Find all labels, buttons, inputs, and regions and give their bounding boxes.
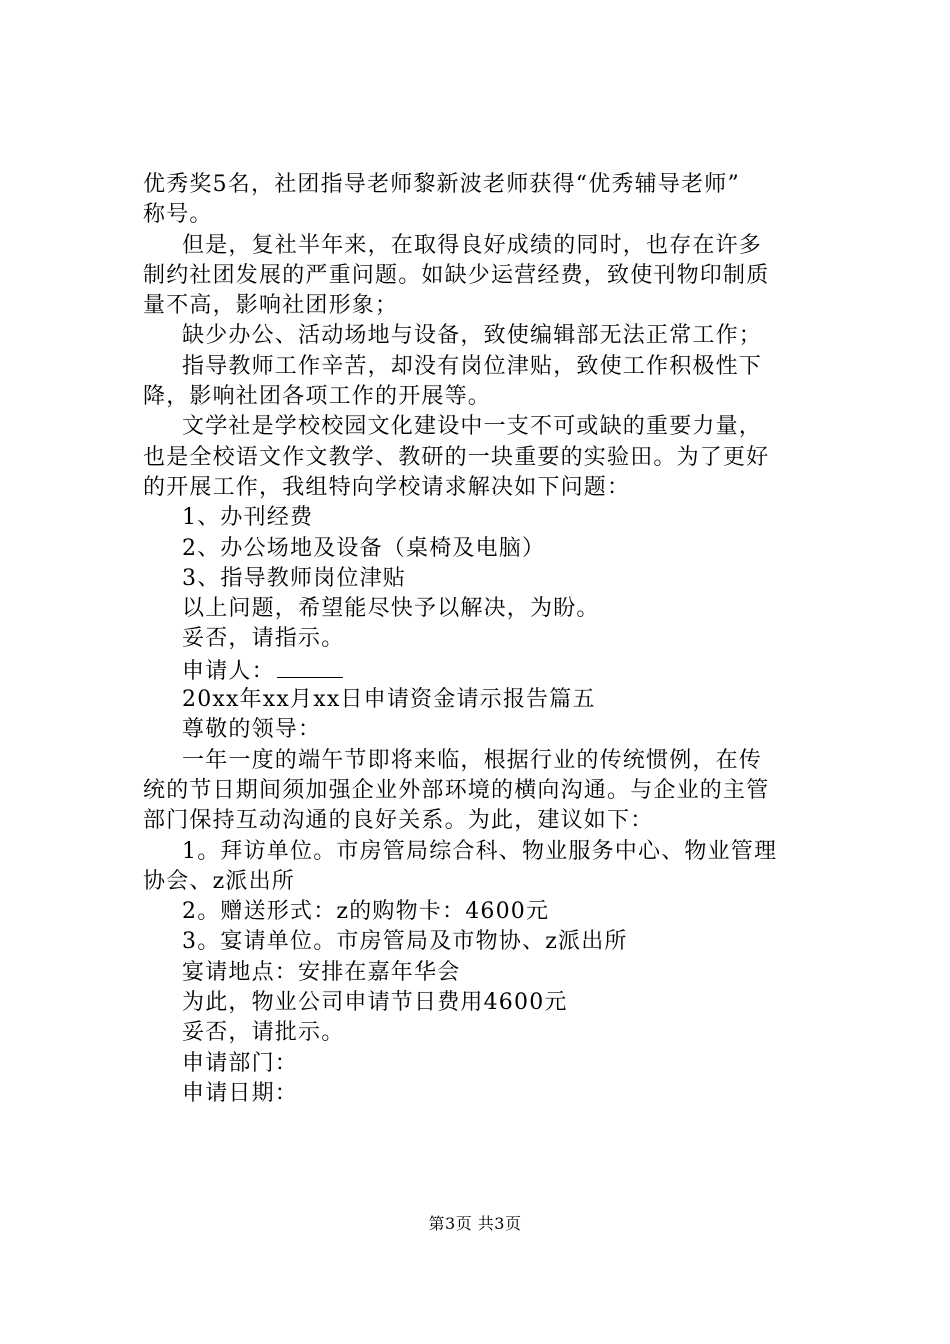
- text-line-content: 指导教师工作辛苦，却没有岗位津贴，致使工作积极性下: [182, 353, 763, 379]
- text-line-content: 也是全校语文作文教学、教研的一块重要的实验田。为了更好: [143, 444, 770, 470]
- text-line-content: 缺少办公、活动场地与设备，致使编辑部无法正常工作；: [182, 323, 763, 349]
- text-line: [143, 897, 833, 927]
- text-line-content: 妥否，请批示。: [182, 1020, 345, 1046]
- text-line: [143, 715, 833, 745]
- text-line-content: 2、办公场地及设备（桌椅及电脑）: [182, 535, 546, 561]
- text-line: [143, 473, 833, 503]
- text-line: [143, 291, 833, 321]
- text-line: [143, 564, 833, 594]
- text-line: [143, 988, 833, 1018]
- text-line: [143, 321, 833, 351]
- text-line: [143, 806, 833, 836]
- text-line-content: 20xx年xx月xx日申请资金请示报告篇五: [182, 687, 596, 713]
- text-line: [143, 776, 833, 806]
- text-line-content: 申请日期：: [182, 1080, 299, 1106]
- text-line-content: 申请人：: [182, 658, 275, 684]
- text-line-content: 1、办刊经费: [182, 505, 314, 531]
- signature-blank: [277, 655, 343, 678]
- text-line: [143, 170, 833, 200]
- text-line: [143, 594, 833, 624]
- text-line: [143, 1018, 833, 1048]
- text-line-content: 量不高，影响社团形象；: [143, 293, 399, 319]
- text-line: [143, 958, 833, 988]
- text-line-content: 统的节日期间须加强企业外部环境的横向沟通。与企业的主管: [143, 777, 770, 803]
- text-line-content: 但是，复社半年来，在取得良好成绩的同时，也存在许多: [182, 232, 763, 258]
- text-line-content: 宴请地点：安排在嘉年华会: [182, 959, 461, 985]
- text-line-content: 以上问题，希望能尽快予以解决，为盼。: [182, 596, 600, 622]
- text-line: [143, 503, 833, 533]
- text-line-content: 文学社是学校校园文化建设中一支不可或缺的重要力量，: [182, 414, 763, 440]
- text-line: [143, 443, 833, 473]
- text-line: [143, 534, 833, 564]
- text-line-content: 协会、z派出所: [143, 868, 295, 894]
- text-line-content: 3。宴请单位。市房管局及市物协、z派出所: [182, 929, 628, 955]
- page-footer: 第3页 共3页: [428, 1214, 522, 1233]
- text-line-content: 妥否，请指示。: [182, 626, 345, 652]
- text-line-content: 降，影响社团各项工作的开展等。: [143, 384, 492, 410]
- text-line: [143, 382, 833, 412]
- text-line: [143, 624, 833, 654]
- text-line-content: 的开展工作，我组特向学校请求解决如下问题：: [143, 474, 631, 500]
- text-line: [143, 927, 833, 957]
- text-line: [143, 200, 833, 230]
- text-line-content: 2。赠送形式：z的购物卡：4600元: [182, 899, 550, 925]
- text-line: [143, 231, 833, 261]
- text-line: [143, 655, 833, 685]
- text-line: [143, 685, 833, 715]
- text-line: [143, 746, 833, 776]
- text-line-content: 为此，物业公司申请节日费用4600元: [182, 990, 568, 1016]
- text-line: [143, 412, 833, 442]
- text-line-content: 优秀奖5名，社团指导老师黎新波老师获得“优秀辅导老师”: [143, 172, 740, 197]
- text-line: [143, 837, 833, 867]
- text-line-content: 称号。: [143, 202, 213, 228]
- text-line-content: 尊敬的领导：: [182, 717, 322, 743]
- text-line-content: 一年一度的端午节即将来临，根据行业的传统惯例，在传: [182, 747, 763, 773]
- text-line-content: 1。拜访单位。市房管局综合科、物业服务中心、物业管理: [182, 838, 778, 864]
- text-line-content: 制约社团发展的严重问题。如缺少运营经费，致使刊物印制质: [143, 262, 770, 288]
- document-body: [143, 170, 833, 1109]
- text-line: [143, 867, 833, 897]
- text-line: [143, 352, 833, 382]
- text-line: [143, 261, 833, 291]
- text-line: [143, 1079, 833, 1109]
- text-line-content: 部门保持互动沟通的良好关系。为此，建议如下：: [143, 808, 654, 834]
- text-line-content: 申请部门：: [182, 1050, 299, 1076]
- text-line: [143, 1049, 833, 1079]
- text-line-content: 3、指导教师岗位津贴: [182, 565, 406, 591]
